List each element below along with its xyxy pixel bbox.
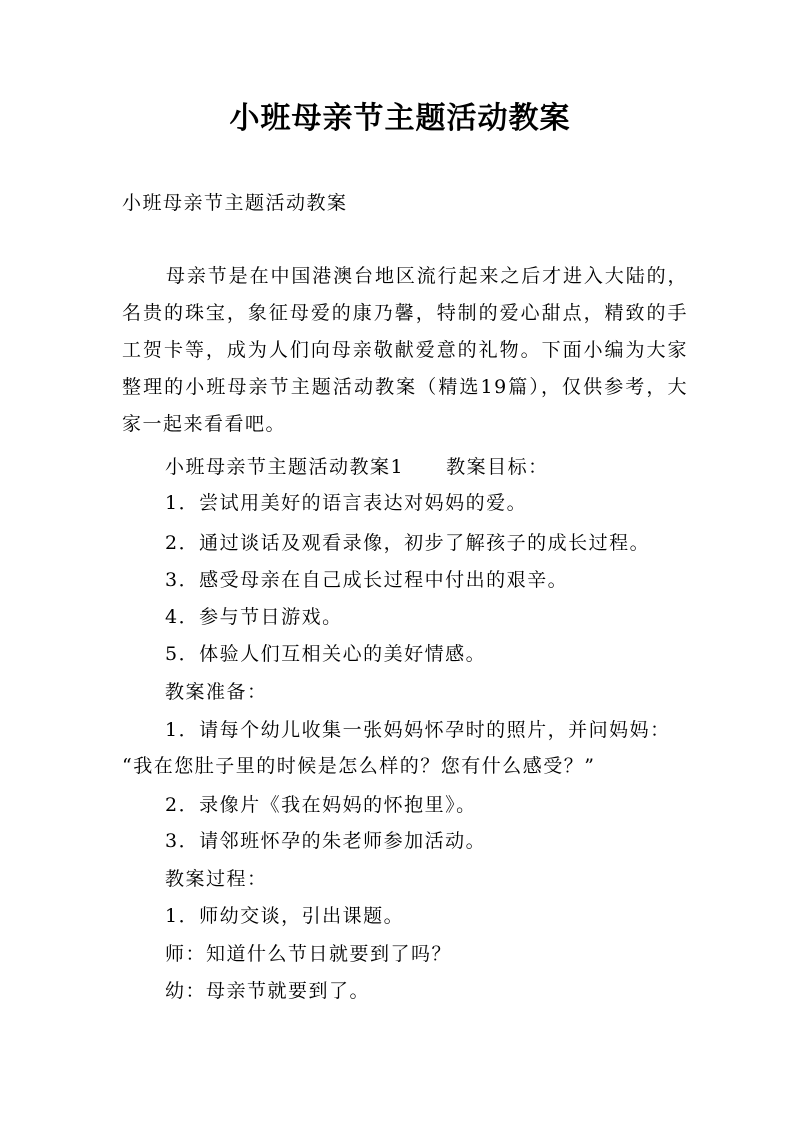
process-item: 师：知道什么节日就要到了吗？ [165, 943, 453, 965]
process-heading: 教案过程： [165, 868, 268, 890]
goals-heading: 教案目标： [446, 456, 549, 478]
prep-item-continuation: “我在您肚子里的时候是怎么样的？您有什么感受？” [122, 755, 596, 777]
goal-item: 2．通过谈话及观看录像，初步了解孩子的成长过程。 [165, 532, 651, 554]
prep-item: 3．请邻班怀孕的朱老师参加活动。 [165, 830, 487, 852]
goal-item: 4．参与节日游戏。 [165, 606, 343, 628]
process-item: 1．师幼交谈，引出课题。 [165, 905, 405, 927]
prep-heading: 教案准备： [165, 681, 268, 703]
goal-item: 1．尝试用美好的语言表达对妈妈的爱。 [165, 492, 528, 514]
goal-item: 3．感受母亲在自己成长过程中付出的艰辛。 [165, 569, 569, 591]
process-item: 幼：母亲节就要到了。 [165, 980, 371, 1002]
document-subtitle: 小班母亲节主题活动教案 [122, 192, 348, 214]
prep-item: 2．录像片《我在妈妈的怀抱里》。 [165, 794, 477, 816]
document-title: 小班母亲节主题活动教案 [229, 101, 571, 136]
plan1-heading: 小班母亲节主题活动教案1 [165, 456, 405, 478]
prep-item: 1．请每个幼儿收集一张妈妈怀孕时的照片，并问妈妈： [165, 719, 671, 741]
plan-heading-line [165, 453, 549, 481]
goal-item: 5．体验人们互相关心的美好情感。 [165, 643, 487, 665]
intro-paragraph: 母亲节是在中国港澳台地区流行起来之后才进入大陆的，名贵的珠宝，象征母爱的康乃馨，特制的爱心甜点，精致的手工贺卡等，成为人们向母亲敬献爱意的礼物。下面小编为大家整理的小班母亲节主题活动教案（精选19篇），仅供参考，大家一起来看看吧。 [122, 265, 688, 435]
